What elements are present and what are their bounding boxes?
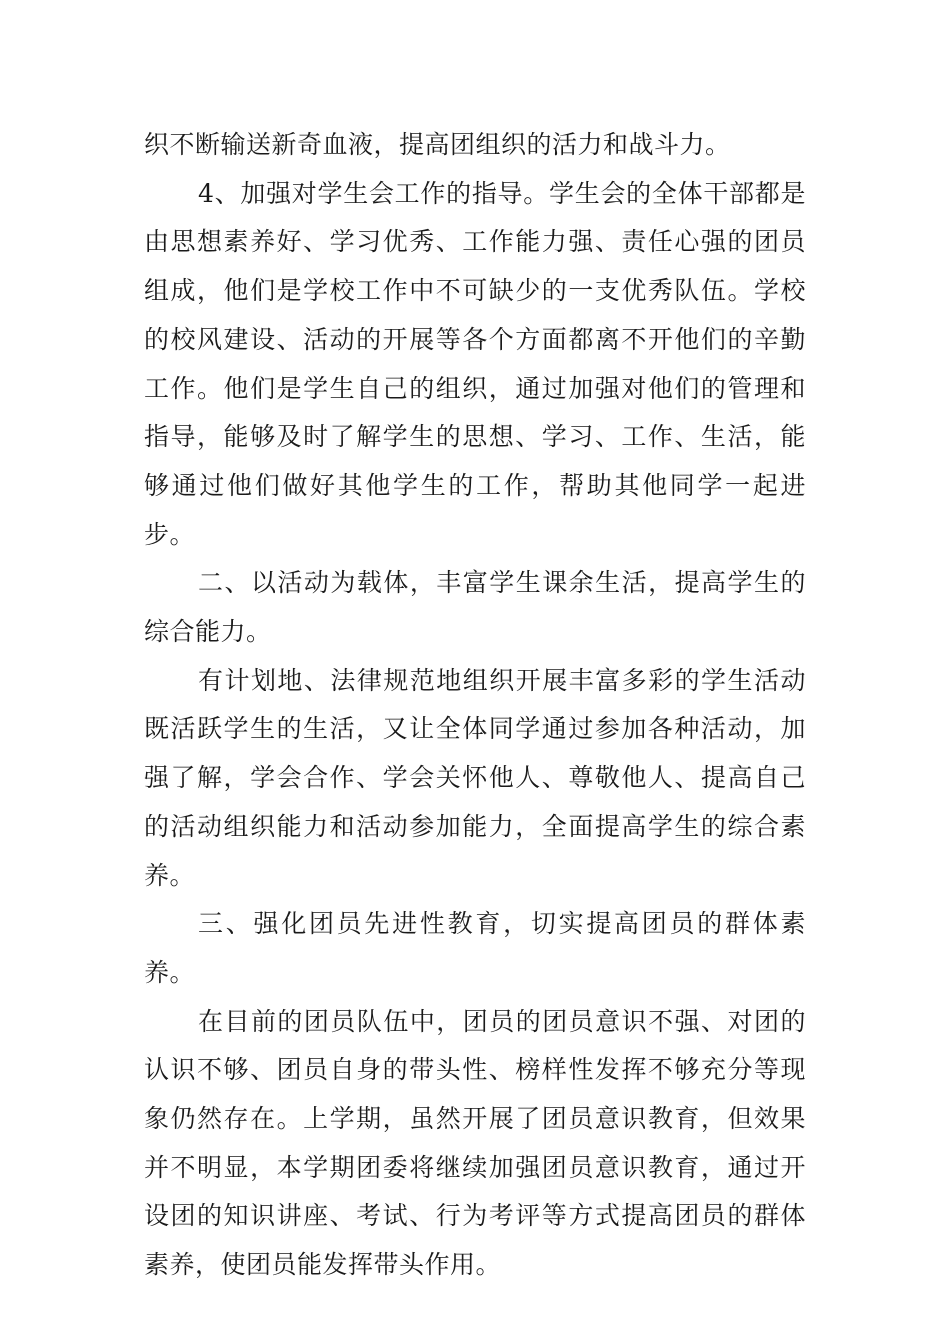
paragraph-continuation: 织不断输送新奇血液，提高团组织的活力和战斗力。: [144, 130, 731, 159]
paragraph-student-union-guidance: 4、加强对学生会工作的指导。学生会的全体干部都是由思想素养好、学习优秀、工作能力强、责任心强的团员组成，他们是学校工作中不可缺少的一支优秀队伍。学校的校风建设、活动的开展等各个方面都离不开他们的辛勤工作。他们是学生自己的组织，通过加强对他们的管理和指导，能够及时了解学生的思想、学习、工作、生活，能够通过他们做好其他学生的工作，帮助其他同学一起进步。: [144, 178, 806, 549]
document-page: [144, 121, 806, 1290]
paragraph-activities: 有计划地、法律规范地组织开展丰富多彩的学生活动既活跃学生的生活，又让全体同学通过参加各种活动，加强了解，学会合作、学会关怀他人、尊敬他人、提高自己的活动组织能力和活动参加能力，全面提高学生的综合素养。: [144, 665, 806, 890]
section-heading-member-education: 三、强化团员先进性教育，切实提高团员的群体素养。: [144, 909, 806, 987]
paragraph-member-education: 在目前的团员队伍中，团员的团员意识不强、对团的认识不够、团员自身的带头性、榜样性发挥不够充分等现象仍然存在。上学期，虽然开展了团员意识教育，但效果并不明显，本学期团委将继续加强团员意识教育，通过开设团的知识讲座、考试、行为考评等方式提高团员的群体素养，使团员能发挥带头作用。: [144, 1006, 806, 1280]
section-heading-activities: 二、以活动为载体，丰富学生课余生活，提高学生的综合能力。: [144, 568, 806, 647]
